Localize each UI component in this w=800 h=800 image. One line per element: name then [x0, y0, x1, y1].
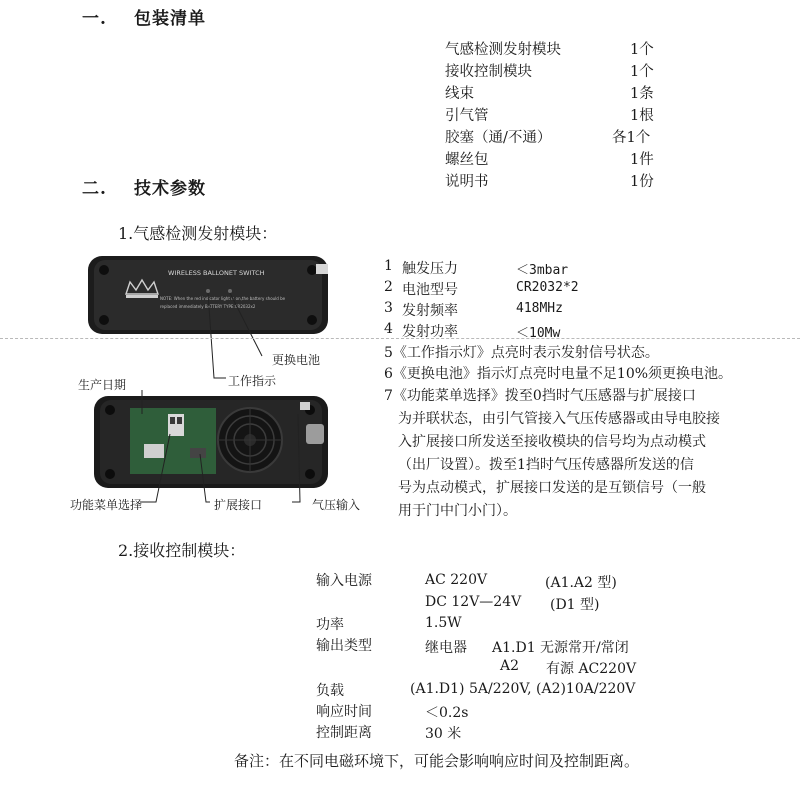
label-expansion-port: 扩展接口	[214, 498, 263, 512]
output-a2: 有源 AC220V	[546, 661, 637, 677]
output-a2-model: A2	[500, 658, 520, 674]
packing-item-qty: 1份	[630, 174, 654, 190]
load-value: (A1.D1) 5A/220V, (A2)10A/220V	[410, 681, 636, 697]
param-value: ＜3mbar	[516, 263, 569, 278]
section2-title: 技术参数	[134, 179, 206, 199]
section1-title: 包装清单	[134, 9, 206, 29]
wattage-value: 1.5W	[425, 615, 462, 631]
load-label: 负载	[316, 683, 344, 699]
param-value: CR2032*2	[516, 280, 579, 295]
packing-item-name: 螺丝包	[445, 152, 489, 168]
distance-value: 30 米	[425, 726, 462, 742]
screw-hole-icon	[99, 265, 109, 275]
sub2-title: 2.接收控制模块：	[118, 541, 246, 560]
param-name: 电池型号	[402, 282, 458, 298]
output-a1d1: A1.D1 无源常开/常闭	[492, 640, 629, 656]
screw-hole-icon	[307, 265, 317, 275]
section1-heading	[82, 4, 206, 29]
packing-item-qty: 1个	[630, 42, 654, 58]
param-name: 发射频率	[402, 303, 458, 319]
packing-item-name: 胶塞（通/不通）	[445, 130, 552, 146]
wattage-label: 功率	[316, 617, 344, 633]
desc-line: 号为点动模式，扩展接口发送的是互锁信号（一般	[398, 480, 706, 496]
air-nozzle-icon	[306, 424, 324, 444]
device-label-title: WIRELESS BALLONET SWITCH	[168, 269, 265, 277]
power-dc-type: (D1 型)	[550, 597, 600, 613]
param-name: 触发压力	[402, 261, 458, 277]
screw-hole-icon	[99, 315, 109, 325]
scan-line-divider	[0, 338, 800, 339]
transmitter-inside-view	[94, 396, 328, 488]
param-number: 4	[384, 321, 393, 337]
param-number: 2	[384, 279, 393, 295]
section1-number: 一.	[82, 9, 107, 29]
battery-led-icon	[228, 289, 232, 293]
power-ac-type: (A1.A2 型)	[545, 575, 617, 591]
indicator-led-icon	[206, 289, 210, 293]
output-relay: 继电器	[425, 640, 467, 656]
desc-line: 7《功能菜单选择》拨至0挡时气压感器与扩展接口	[384, 388, 696, 404]
packing-item-qty: 1件	[630, 152, 654, 168]
desc-line: 用于门中门小门）。	[398, 503, 517, 519]
packing-item-name: 接收控制模块	[445, 64, 532, 80]
label-work-indicator: 工作指示	[228, 374, 277, 388]
distance-label: 控制距离	[316, 725, 372, 741]
label-function-menu: 功能菜单选择	[70, 498, 143, 512]
label-production-date: 生产日期	[78, 378, 127, 392]
section2-number: 二.	[82, 179, 107, 199]
power-dc-value: DC 12V—24V	[425, 594, 522, 610]
param-name: 发射功率	[402, 324, 458, 340]
packing-item-qty: 各1个	[612, 130, 651, 146]
desc-line: 入扩展接口所发送至接收模块的信号均为点动模式	[398, 434, 706, 450]
desc-item-5: 5《工作指示灯》点亮时表示发射信号状态。	[384, 345, 659, 361]
desc-item-6: 6《更换电池》指示灯点亮时电量不足10%须更换电池。	[384, 366, 733, 382]
packing-item-name: 线束	[445, 86, 474, 102]
sub1-title: 1.气感检测发射模块：	[118, 224, 278, 243]
packing-item-qty: 1根	[630, 108, 654, 124]
power-ac-value: AC 220V	[425, 572, 488, 588]
packing-item-qty: 1条	[630, 86, 654, 102]
response-label: 响应时间	[316, 704, 372, 720]
section2-heading	[82, 174, 206, 199]
packing-item-name: 气感检测发射模块	[445, 42, 561, 58]
packing-item-name: 说明书	[445, 174, 489, 190]
desc-line: （出厂设置）。拨至1挡时气压传感器所发送的信	[398, 457, 694, 473]
device-label-note: NOTE: When the red indicator light is on,the battery should be	[160, 296, 286, 301]
packing-item-name: 引气管	[445, 108, 489, 124]
param-value: ＜10Mw	[516, 326, 561, 341]
packing-item-qty: 1个	[630, 64, 654, 80]
label-air-input: 气压输入	[312, 498, 361, 512]
param-value: 418MHz	[516, 301, 563, 316]
param-number: 3	[384, 300, 393, 316]
expansion-port-icon	[144, 444, 164, 458]
remark-note: 备注：在不同电磁环境下，可能会影响响应时间及控制距离。	[234, 752, 640, 770]
response-value: ＜0.2s	[425, 705, 469, 721]
label-replace-battery: 更换电池	[272, 353, 321, 367]
screw-hole-icon	[307, 315, 317, 325]
power-label: 输入电源	[316, 573, 372, 589]
output-label: 输出类型	[316, 638, 372, 654]
device-label-battery: replaced immediately BATTERY TYPE:CR2032x2	[160, 304, 256, 309]
param-number: 1	[384, 258, 393, 274]
desc-line: 为并联状态，由引气管接入气压传感器或由导电胶接	[398, 411, 720, 427]
